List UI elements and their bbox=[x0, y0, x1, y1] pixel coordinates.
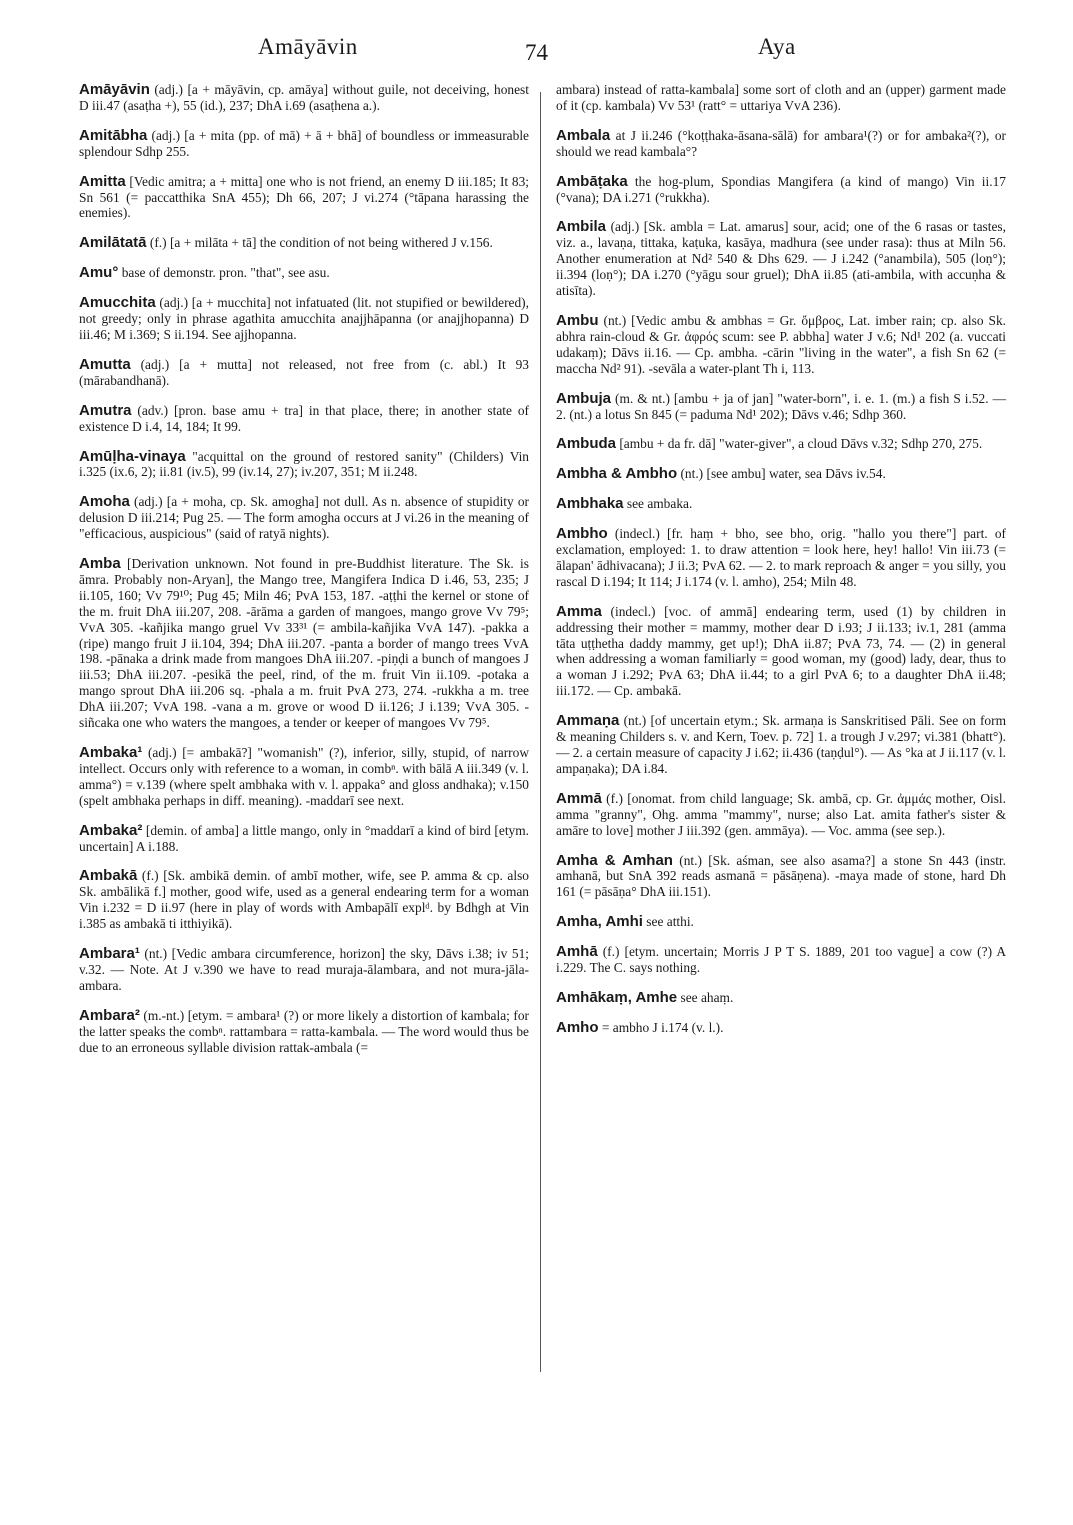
page-number: 74 bbox=[525, 40, 548, 65]
left-column bbox=[79, 82, 529, 1070]
entry-headword: Ammaṇa bbox=[556, 712, 620, 730]
dictionary-entry bbox=[79, 174, 529, 222]
dictionary-entry bbox=[556, 466, 1006, 482]
entry-headword: Amho bbox=[556, 1018, 599, 1036]
entry-text: (nt.) [Sk. aśman, see also asama?] a stone Sn 443 (instr. amhanā, but SnA 392 reads asmanā = pāsāṇena). -maya made of stone, hard Dh 161 (= pāsāṇa° DhA iii.151). bbox=[556, 852, 1007, 900]
dictionary-entry-continued bbox=[556, 82, 1006, 114]
entry-headword: Ambaka¹ bbox=[79, 744, 143, 761]
dictionary-entry bbox=[79, 556, 529, 731]
entry-text: [Derivation unknown. Not found in pre-Buddhist literature. The Sk. is āmra. Probably non-Aryan], the Mango tree, Mangifera Indica D i.46, 53, 235; J ii.105, 160; Vv 79¹⁰; Pug 45; Miln 46; PvA 153, 187. -aṭṭhi the kernel or stone of the m. fruit DhA iii.207, 208. -ārāma a garden of mangoes, mango grove Vv 79⁵; VvA 305. -kañjika mango gruel Vv 33³¹ (= ambila-kañjika VvA 147). -pakka a (ripe) mango fruit J ii.104, 394; DhA iii.207. -panta a border of mango trees VvA 198. -pānaka a drink made from mangoes DhA iii.207. -piṇḍi a bunch of mangoes J iii.53; DhA iii.207. -pesikā the peel, rind, of the m. fruit Vin ii.109. -potaka a mango sprout DhA iii.206 sq. -phala a m. fruit PvA 273, 274. -rukkha a m. tree DhA iii.207; VvA 198. -vana a m. grove or wood D ii.126; J i.139; VvA 305. -siñcaka one who waters the mangoes, a tender or keeper of mangoes Vv 79⁵. bbox=[79, 556, 529, 731]
entry-text: (adj.) [Sk. ambla = Lat. amarus] sour, acid; one of the 6 rasas or tastes, viz. a., lavaṇa, tittaka, kaṭuka, kasāya, madhura (see under rasa): thus at Miln 56. Another enumeration at Nd² 540 & Dhs 629. — J i.242 (°anambila), 505 (loṇ°); ii.394 (loṇ°); DA i.270 (°yāgu sour gruel); DhA ii.85 (ati-ambila, with accuṇha & atisīta). bbox=[556, 219, 1006, 299]
dictionary-entry bbox=[79, 403, 529, 435]
dictionary-entry bbox=[556, 990, 1006, 1006]
entry-text: = ambho J i.174 (v. l.). bbox=[598, 1019, 724, 1035]
entry-text: (f.) [a + milāta + tā] the condition of not being withered J v.156. bbox=[146, 235, 493, 251]
dictionary-entry bbox=[556, 944, 1006, 976]
entry-text: see ambaka. bbox=[623, 496, 693, 512]
entry-headword: Amāyāvin bbox=[79, 81, 150, 98]
dictionary-entry bbox=[79, 235, 529, 251]
entry-headword: Ambhaka bbox=[556, 495, 624, 513]
entry-headword: Ambu bbox=[556, 311, 599, 329]
entry-headword: Amu° bbox=[79, 264, 119, 282]
entry-text: [Vedic amitra; a + mitta] one who is not friend, an enemy D iii.185; It 83; Sn 561 (= paccatthika SnA 455); Dh 66, 207; J vi.274 (°tāpana harassing the enemies). bbox=[79, 173, 529, 221]
dictionary-entry bbox=[79, 823, 529, 855]
dictionary-entry bbox=[556, 128, 1006, 160]
right-column bbox=[556, 82, 1006, 1050]
entry-text: (f.) [Sk. ambikā demin. of ambī mother, wife, see P. amma & cp. also Sk. ambālikā f.] mother, good wife, used as a general endearing term for a woman Vin i.232 = D ii.97 (here in play of words with Ambapālī explᵈ. by Bdhgh at Vin i.385 as ambakā ti itthiyikā). bbox=[79, 868, 529, 932]
dictionary-entry bbox=[556, 604, 1006, 699]
entry-text: "acquittal on the ground of restored sanity" (Childers) Vin i.325 (ix.6, 2); ii.81 (iv.5), 99 (iv.14, 27); iv.207, 351; M ii.248. bbox=[79, 448, 529, 480]
dictionary-entry bbox=[79, 82, 529, 114]
entry-headword: Amoha bbox=[79, 493, 130, 511]
entry-text: the hog-plum, Spondias Mangifera (a kind of mango) Vin ii.17 (°vana); DA i.271 (°rukkha). bbox=[556, 173, 1006, 205]
entry-headword: Ammā bbox=[556, 789, 602, 807]
dictionary-entry bbox=[556, 496, 1006, 512]
dictionary-entry bbox=[556, 526, 1006, 590]
entry-text: [demin. of amba] a little mango, only in °maddarī a kind of bird [etym. uncertain] A i.188. bbox=[79, 822, 529, 854]
running-header bbox=[0, 34, 1073, 74]
dictionary-entry bbox=[556, 914, 1006, 930]
dictionary-entry bbox=[556, 1020, 1006, 1036]
dictionary-entry bbox=[79, 265, 529, 281]
dictionary-entry bbox=[79, 449, 529, 481]
entry-text: ambara) instead of ratta-kambala] some sort of cloth and an (upper) garment made of it (cp. kambala) Vv 53¹ (ratt° = uttariya VvA 236). bbox=[556, 82, 1006, 113]
dictionary-entry bbox=[79, 494, 529, 542]
entry-headword: Amhākaṃ, Amhe bbox=[556, 988, 678, 1006]
entry-text: (m.-nt.) [etym. = ambara¹ (?) or more likely a distortion of kambala; for the latter speaks the combⁿ. rattambara = ratta-kambala. — The word would thus be due to an erroneous syllable division rattak-ambala (= bbox=[79, 1007, 529, 1055]
entry-headword: Amba bbox=[79, 555, 121, 573]
entry-headword: Amitābha bbox=[79, 126, 148, 144]
entry-text: (adj.) [a + mita (pp. of mā) + ā + bhā] of boundless or immeasurable splendour Sdhp 255. bbox=[79, 127, 529, 159]
entry-text: (adj.) [a + mucchita] not infatuated (lit. not stupified or bewildered), not greedy; only in phrase agathita amucchita anajjhāpanna (or anajjhopanna) D iii.46; M i.369; S ii.194. See ajjhopanna. bbox=[79, 295, 529, 342]
entry-text: (nt.) [Vedic ambara circumference, horizon] the sky, Dāvs i.38; iv 51; v.32. — Note. At J v.390 we have to read muraja-ālambara, and not mura-jāla-ambara. bbox=[79, 946, 529, 993]
entry-headword: Amhā bbox=[556, 943, 598, 961]
entry-headword: Amha & Amhan bbox=[556, 851, 673, 869]
dictionary-entry bbox=[79, 868, 529, 932]
dictionary-entry bbox=[556, 174, 1006, 206]
entry-headword: Amitta bbox=[79, 172, 126, 190]
entry-text: at J ii.246 (°koṭṭhaka-āsana-sālā) for ambara¹(?) or for ambaka²(?), or should we read kambala°? bbox=[556, 127, 1006, 159]
entry-headword: Amha, Amhi bbox=[556, 913, 643, 931]
entry-text: (adv.) [pron. base amu + tra] in that place, there; in another state of existence D i.4, 14, 184; It 99. bbox=[79, 402, 529, 434]
entry-text: (adj.) [a + moha, cp. Sk. amogha] not dull. As n. absence of stupidity or delusion D iii.214; Pug 25. — The form amogha occurs at J vi.26 in the meaning of "efficacious, auspicious" (said of ratyā nights). bbox=[79, 494, 529, 542]
dictionary-entry bbox=[556, 713, 1006, 777]
dictionary-entry bbox=[556, 313, 1006, 377]
entry-headword: Ambara² bbox=[79, 1006, 140, 1024]
entry-headword: Amilātatā bbox=[79, 234, 147, 252]
entry-headword: Ambuja bbox=[556, 389, 612, 407]
column-divider bbox=[540, 92, 541, 1372]
dictionary-entry bbox=[79, 745, 529, 809]
dictionary-entry bbox=[79, 128, 529, 160]
entry-headword: Amucchita bbox=[79, 294, 156, 312]
entry-headword: Ambuda bbox=[556, 435, 616, 453]
dictionary-entry bbox=[79, 946, 529, 994]
right-running-headword: Aya bbox=[758, 34, 796, 59]
entry-text: (indecl.) [voc. of ammā] endearing term, used (1) by children in addressing their mother = mammy, mother dear D i.93; J ii.133; iv.1, 281 (amma tāta uṭṭhetha daddy mammy, get up!); DhA ii.87; PvA 73, 74. — (2) in general when addressing a woman familiarly = good woman, my (good) lady, dear, thus to a woman J i.292; PvA 63; DhA ii.44; to a girl PvA 6; to a daughter DhA ii.48; iii.172. — Cp. ambakā. bbox=[556, 603, 1006, 699]
dictionary-entry bbox=[556, 391, 1006, 423]
entry-headword: Amūḷha-vinaya bbox=[79, 447, 186, 465]
dictionary-entry bbox=[556, 436, 1006, 452]
entry-headword: Ambila bbox=[556, 218, 607, 236]
entry-text: (nt.) [of uncertain etym.; Sk. armaṇa is Sanskritised Pāli. See on form & meaning Childers s. v. and Kern, Toev. p. 72] 1. a trough J v.297; vi.381 (bhatt°). — 2. a certain measure of capacity J i.62; ii.436 (taṇḍul°). — As °ka at J ii.117 (v. l. ampaṇaka); DA i.84. bbox=[556, 713, 1006, 776]
entry-headword: Ambāṭaka bbox=[556, 172, 628, 190]
left-running-headword: Amāyāvin bbox=[258, 34, 358, 59]
dictionary-entry bbox=[556, 219, 1006, 299]
entry-text: see ahaṃ. bbox=[677, 989, 734, 1005]
entry-text: see atthi. bbox=[642, 914, 694, 930]
entry-headword: Amma bbox=[556, 602, 602, 620]
entry-headword: Ambho bbox=[556, 525, 608, 543]
dictionary-entry bbox=[79, 357, 529, 389]
entry-text: (nt.) [Vedic ambu & ambhas = Gr. ὄμβρος, Lat. imber rain; cp. also Sk. abhra rain-cloud & Gr. ἀφρός scum: see P. abbha] water J v.6; Nd¹ 202 (a. vuccati udakaṃ); Dāvs ii.16. — Cp. ambha. -cārin "living in the water", a fish Sn 62 (= maccha Nd² 91). -sevāla a water-plant Th i, 113. bbox=[556, 312, 1006, 376]
entry-headword: Ambakā bbox=[79, 867, 138, 885]
entry-text: (adj.) [a + mutta] not released, not free from (c. abl.) It 93 (mārabandhanā). bbox=[79, 356, 529, 388]
entry-text: (indecl.) [fr. haṃ + bho, see bho, orig. "hallo you there"] part. of exclamation, employed: 1. to draw attention = look here, hey! hallo! Vin iii.73 (= ālapan' ādhivacana); J ii.3; PvA 62. — 2. to mark reproach & anger = you silly, you rascal D i.194; It 114; J i.174 (v. l. amho), 254; Miln 48. bbox=[556, 526, 1006, 589]
entry-headword: Amutra bbox=[79, 401, 132, 419]
dictionary-entry bbox=[79, 1008, 529, 1056]
entry-text: (f.) [onomat. from child language; Sk. ambā, cp. Gr. ἀμμάς mother, Oisl. amma "granny", Ohg. amma "mammy", nurse; also Lat. amita father's sister & amāre to love] mother J iii.392 (gen. ammāya). — Voc. amma (see sep.). bbox=[556, 790, 1006, 838]
entry-text: (nt.) [see ambu] water, sea Dāvs iv.54. bbox=[677, 466, 886, 482]
entry-headword: Ambara¹ bbox=[79, 945, 140, 963]
dictionary-entry bbox=[556, 791, 1006, 839]
entry-headword: Ambha & Ambho bbox=[556, 465, 678, 483]
entry-headword: Amutta bbox=[79, 355, 131, 373]
entry-text: [ambu + da fr. dā] "water-giver", a cloud Dāvs v.32; Sdhp 270, 275. bbox=[616, 436, 983, 452]
dictionary-entry bbox=[556, 853, 1006, 901]
entry-text: (adj.) [= ambakā?] "womanish" (?), inferior, silly, stupid, of narrow intellect. Occurs only with reference to a woman, in combⁿ. with bālā A iii.349 (v. l. amma°) = v.139 (where spelt ambhaka with v. l. appaka° and gloss andhaka); v.150 (spelt ambhaka perhaps in diff. meaning). -maddarī see next. bbox=[79, 745, 529, 808]
entry-text: (adj.) [a + māyāvin, cp. amāya] without guile, not deceiving, honest D iii.47 (asaṭha +), 55 (id.), 237; DhA i.69 (asaṭhena a.). bbox=[79, 82, 529, 113]
entry-headword: Ambala bbox=[556, 126, 611, 144]
entry-text: (m. & nt.) [ambu + ja of jan] "water-born", i. e. 1. (m.) a fish S i.52. — 2. (nt.) a lotus Sn 845 (= paduma Nd¹ 202); Dāvs v.46; Sdhp 360. bbox=[556, 390, 1006, 422]
entry-text: (f.) [etym. uncertain; Morris J P T S. 1889, 201 too vague] a cow (?) A i.229. The C. says nothing. bbox=[556, 944, 1006, 976]
entry-text: base of demonstr. pron. "that", see asu. bbox=[118, 265, 330, 281]
entry-headword: Ambaka² bbox=[79, 821, 143, 839]
dictionary-entry bbox=[79, 295, 529, 343]
